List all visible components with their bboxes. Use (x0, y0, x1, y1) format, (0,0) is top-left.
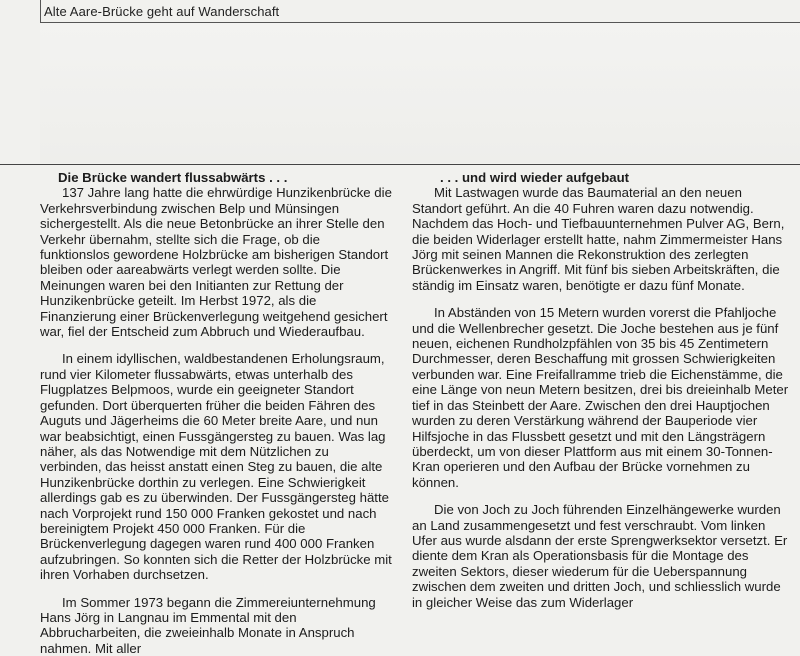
left-column (40, 170, 392, 656)
left-column-heading: Die Brücke wandert flussabwärts . . . (58, 170, 288, 185)
right-paragraph-1: Mit Lastwagen wurde das Baumaterial an den neuen Standort geführt. An die 40 Fuhren waren dazu notwendig. Nachdem das Hoch- und Tiefbauunternehmen Pulver AG, Bern, die beiden Widerlager erstellt hatte, nahm Zimmermeister Hans Jörg mit seinen Mannen die Rekonstruktion des zerlegten Brückenwerkes in Angriff. Mit fünf bis sieben Arbeitskräften, die ständig im Einsatz waren, benötigte er dazu fünf Monate. (412, 185, 785, 293)
right-column (412, 170, 792, 610)
right-column-heading: . . . und wird wieder aufgebaut (440, 170, 630, 185)
left-paragraph-2: In einem idyllischen, waldbestandenen Erholungsraum, rund vier Kilometer flussabwärts, etwas unterhalb des Flugplatzes Belpmoos, wurde ein geeigneter Standort gefunden. Dort überquerten früher die beiden Fähren des Auguts und Jägerheims die 60 Meter breite Aare, und nun war beabsichtigt, einen Fussgängersteg zu bauen. Was lag näher, als das Notwendige mit dem Nützlichen zu verbinden, das heisst anstatt einen Steg zu bauen, die alte Hunzikenbrücke dorthin zu verlegen. Eine Schwierigkeit allerdings gab es zu überwinden. Der Fussgängersteg hätte nach Vorprojekt rund 150 000 Franken gekostet und nach bereinigtem Projekt 450 000 Franken. Für die Brückenverlegung dagegen waren rund 400 000 Franken aufzubringen. So konnten sich die Retter der Holzbrücke mit ihren Vorhaben durchsetzen. (40, 351, 392, 583)
section-divider (0, 164, 800, 165)
photo-caption: Alte Aare-Brücke geht auf Wanderschaft (44, 4, 280, 19)
right-paragraph-3: Die von Joch zu Joch führenden Einzelhängewerke wurden an Land zusammengesetzt und fest verschraubt. Vom linken Ufer aus wurde alsdann der erste Sprengwerksektor versetzt. Er diente dem Kran als Operationsbasis für die Montage des zweiten Sektors, dieser wiederum für die Ueberspannung zwischen dem zweiten und dritten Joch, und schliesslich wurde in gleicher Weise das zum Widerlager (412, 502, 788, 610)
left-paragraph-3: Im Sommer 1973 begann die Zimmereiunternehmung Hans Jörg in Langnau im Emmental mit den Abbrucharbeiten, die zweieinhalb Monate in Anspruch nahmen. Mit aller (40, 594, 376, 656)
right-paragraph-2: In Abständen von 15 Metern wurden vorerst die Pfahljoche und die Wellenbrecher gesetzt. Die Joche bestehen aus je fünf neuen, eichenen Rundholzpfählen von 35 bis 45 Zentimetern Durchmesser, deren Beschaffung mit grossen Schwierigkeiten verbunden war. Eine Freifallramme trieb die Eichenstämme, die eine Länge von neun Metern besitzen, drei bis dreieinhalb Meter tief in das Steinbett der Aare. Zwischen den drei Hauptjochen wurden zu deren Verstärkung während der Bauperiode vier Hilfsjoche in das Flussbett gesetzt und mit den Längsträgern überdeckt, um von dieser Plattform aus mit einem 30-Tonnen-Kran operieren und den Aufbau der Brücke vornehmen zu können. (412, 305, 789, 490)
photo-area (40, 23, 800, 163)
left-paragraph-1: 137 Jahre lang hatte die ehrwürdige Hunzikenbrücke die Verkehrsverbindung zwischen Belp und Münsingen sichergestellt. Als die neue Betonbrücke an ihrer Stelle den Verkehr übernahm, stellte sich die Frage, ob die funktionslos gewordene Holzbrücke am bisherigen Standort bleiben oder aareabwärts verlegt werden sollte. Die Meinungen waren bei den Initianten zur Rettung der Hunzikenbrücke geteilt. Im Herbst 1972, als die Finanzierung einer Brückenverlegung weitgehend gesichert war, fiel der Entscheid zum Abbruch und Wiederaufbau. (40, 185, 392, 340)
